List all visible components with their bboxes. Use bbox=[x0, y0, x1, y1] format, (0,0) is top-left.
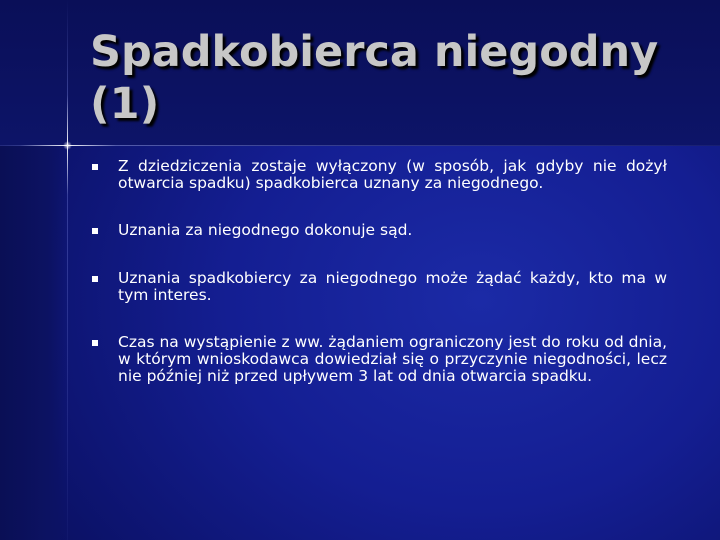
square-bullet-icon bbox=[92, 228, 98, 234]
slide-title: Spadkobierca niegodny (1) bbox=[90, 27, 659, 129]
bullet-item bbox=[92, 158, 667, 192]
bullet-text: Z dziedziczenia zostaje wyłączony (w sposób, jak gdyby nie dożył otwarcia spadku) spadkobierca uznany za niegodnego. bbox=[118, 157, 667, 192]
bullet-item bbox=[92, 222, 667, 239]
bullet-text: Uznania za niegodnego dokonuje sąd. bbox=[118, 221, 413, 239]
square-bullet-icon bbox=[92, 340, 98, 346]
bullet-text: Uznania spadkobiercy za niegodnego może żądać każdy, kto ma w tym interes. bbox=[118, 269, 667, 304]
bullet-item bbox=[92, 270, 667, 304]
vertical-divider-line bbox=[67, 0, 68, 540]
sparkle-core bbox=[63, 141, 72, 150]
bullet-text: Czas na wystąpienie z ww. żądaniem ograniczony jest do roku od dnia, w którym wnioskodawca dowiedział się o przyczynie niegodności, lecz nie później niż przed upływem 3 lat od dnia otwarcia spadku. bbox=[118, 333, 667, 385]
bullet-item bbox=[92, 334, 667, 385]
square-bullet-icon bbox=[92, 164, 98, 170]
square-bullet-icon bbox=[92, 276, 98, 282]
bullet-list bbox=[92, 158, 667, 415]
